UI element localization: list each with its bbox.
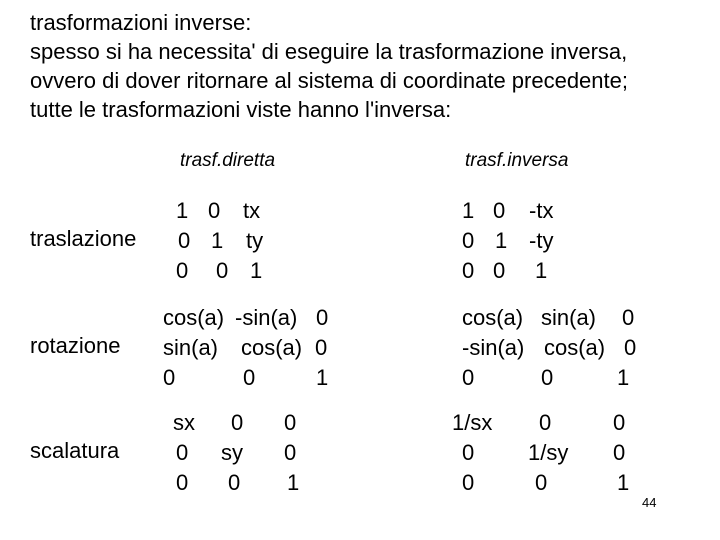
- matrix-cell: 0: [462, 470, 475, 495]
- matrix-cell: 1: [211, 228, 224, 253]
- matrix-cell: 1: [617, 470, 630, 495]
- matrix-cell: ty: [246, 228, 264, 253]
- matrix-cell: sx: [173, 410, 195, 435]
- page-number: 44: [642, 495, 657, 510]
- matrix-cell: 0: [163, 365, 176, 390]
- row-label-translation: traslazione: [30, 226, 137, 251]
- matrix-cell: 0: [216, 258, 229, 283]
- matrix-cell: 0: [462, 365, 475, 390]
- matrix-cell: tx: [243, 198, 261, 223]
- matrix-cell: 0: [228, 470, 241, 495]
- matrix-cell: 0: [535, 470, 548, 495]
- matrix-cell: 0: [176, 258, 189, 283]
- matrix-cell: 0: [539, 410, 552, 435]
- matrix-cell: 1: [462, 198, 475, 223]
- matrix-cell: 0: [613, 410, 626, 435]
- matrix-cell: 0: [231, 410, 244, 435]
- matrix-cell: sin(a): [163, 335, 219, 360]
- matrix-cell: 0: [176, 470, 189, 495]
- matrix-cell: 0: [493, 258, 506, 283]
- matrix-cell: 0: [493, 198, 506, 223]
- matrix-cell: 0: [624, 335, 637, 360]
- matrix-cell: 0: [622, 305, 635, 330]
- matrix-cell: cos(a): [163, 305, 225, 330]
- intro-text: [30, 8, 628, 124]
- matrix-cell: 1: [287, 470, 300, 495]
- header-inverse: trasf.inversa: [465, 150, 569, 171]
- intro-line: ovvero di dover ritornare al sistema di coordinate precedente;: [30, 68, 628, 93]
- matrix-cell: -sin(a): [462, 335, 525, 360]
- matrix-cell: cos(a): [544, 335, 606, 360]
- intro-line: tutte le trasformazioni viste hanno l'inversa:: [30, 97, 452, 122]
- matrix-cell: 0: [208, 198, 221, 223]
- matrix-cell: 1: [617, 365, 630, 390]
- matrix-cell: 0: [284, 410, 297, 435]
- matrix-cell: -sin(a): [235, 305, 298, 330]
- matrix-cell: cos(a): [241, 335, 303, 360]
- matrix-cell: -ty: [529, 228, 554, 253]
- matrix-cell: 1: [176, 198, 189, 223]
- matrix-cell: 0: [315, 335, 328, 360]
- intro-line: trasformazioni inverse:: [30, 10, 252, 35]
- matrix-cell: 0: [284, 440, 297, 465]
- matrix-cell: 0: [613, 440, 626, 465]
- row-label-rotation: rotazione: [30, 333, 121, 358]
- matrix-cell: 0: [316, 305, 329, 330]
- matrix-cell: 0: [462, 440, 475, 465]
- matrix-cell: 0: [178, 228, 191, 253]
- matrix-cell: 0: [176, 440, 189, 465]
- matrix-cell: cos(a): [462, 305, 524, 330]
- matrix-cell: sin(a): [541, 305, 597, 330]
- matrix-cell: 1/sy: [528, 440, 569, 465]
- header-direct: trasf.diretta: [180, 150, 276, 171]
- matrix-cell: 0: [243, 365, 256, 390]
- matrix-cell: 1: [250, 258, 263, 283]
- matrix-cell: 1/sx: [452, 410, 493, 435]
- matrix-cell: 0: [462, 258, 475, 283]
- matrix-cell: sy: [221, 440, 243, 465]
- matrix-cell: 1: [495, 228, 508, 253]
- matrix-cell: 1: [535, 258, 548, 283]
- intro-line: spesso si ha necessita' di eseguire la trasformazione inversa,: [30, 39, 628, 64]
- row-label-scaling: scalatura: [30, 438, 120, 463]
- matrix-cell: -tx: [529, 198, 554, 223]
- matrix-cell: 0: [541, 365, 554, 390]
- matrix-cell: 0: [462, 228, 475, 253]
- matrix-cell: 1: [316, 365, 329, 390]
